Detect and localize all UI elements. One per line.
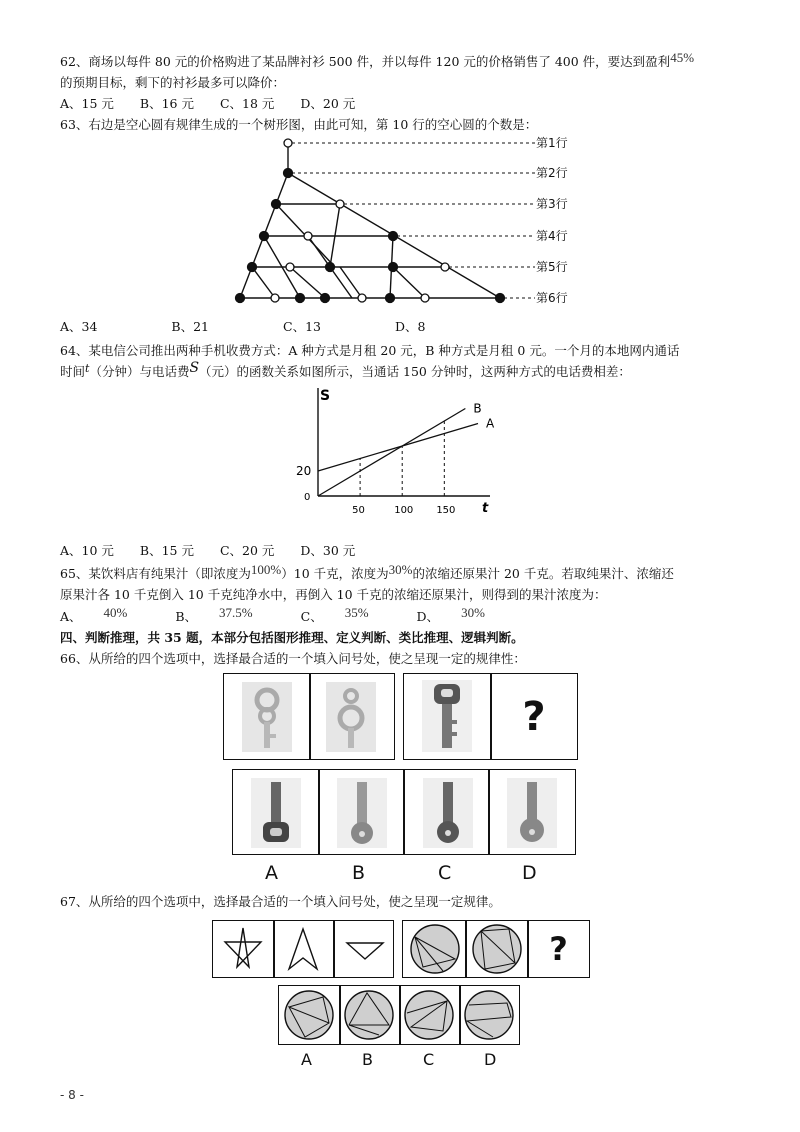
q62-option-d[interactable]: D、20 元: [300, 96, 356, 111]
var-s: S: [189, 360, 200, 376]
q66-text: 66、从所给的四个选项中，选择最合适的一个填入问号处，使之呈现一定的规律性：: [60, 651, 526, 666]
x-axis-label: t: [482, 501, 489, 516]
q65-option-d[interactable]: D、 30%: [416, 605, 485, 624]
q66-question-group-2: [403, 673, 578, 760]
q62-option-a[interactable]: A、15 元: [60, 96, 114, 111]
q64-line2: [60, 360, 631, 381]
q65-text1a: 65、某饮料店有纯果汁（即浓度为: [60, 566, 251, 581]
q66-label-c: C: [438, 862, 452, 884]
key-image-2: [326, 682, 376, 752]
q65-pct1: 100%: [250, 562, 282, 577]
q67-label-a: A: [301, 1050, 312, 1069]
q66-label-b: B: [352, 862, 366, 884]
q64-option-c[interactable]: C、20 元: [219, 543, 275, 558]
section-heading: 四、判断推理，共 35 题，本部分包括图形推理、定义判断、类比推理、逻辑判断。: [60, 630, 524, 645]
q62-option-b[interactable]: B、16 元: [139, 96, 194, 111]
q64-options: [60, 543, 377, 559]
row-label-2: 第2行: [536, 166, 568, 180]
billing-chart: [290, 384, 510, 524]
q64-option-d[interactable]: D、30 元: [300, 543, 356, 558]
row-label-3: 第3行: [536, 197, 568, 211]
series-label-a: A: [486, 416, 495, 431]
q67-question-mark: ?: [549, 930, 568, 968]
q65-text1c: 的浓缩还原果汁 20 千克。若取纯果汁、浓缩还: [412, 566, 674, 581]
q62-text2: 的预期目标，剩下的衬衫最多可以降价：: [60, 75, 286, 90]
q64-text2a: 时间: [60, 364, 86, 379]
q63-options: [60, 319, 447, 335]
q66-question-mark: ?: [522, 693, 546, 740]
triangle-icon: [339, 925, 387, 973]
y-axis-label: S: [320, 388, 331, 404]
key-option-a[interactable]: [251, 778, 301, 848]
q64-text1: 64、某电信公司推出两种手机收费方式：A 种方式是月租 20 元，B 种方式是月租 0 元。一个月的本地网内通话: [60, 343, 680, 358]
q67-label-d: D: [484, 1050, 497, 1069]
circle-figure-2: [471, 923, 523, 975]
row-label-4: 第4行: [536, 229, 568, 243]
q62-options: [60, 96, 377, 112]
q62-option-c[interactable]: C、18 元: [219, 96, 275, 111]
var-t: t: [85, 362, 90, 375]
series-label-b: B: [473, 401, 482, 416]
circle-option-b[interactable]: [343, 989, 395, 1041]
row-label-5: 第5行: [536, 260, 568, 274]
key-image-3: [422, 680, 472, 752]
key-option-d[interactable]: [507, 778, 557, 848]
q62-text1: 62、商场以每件 80 元的价格购进了某品牌衬衫 500 件，并以每件 120 元的价格销售了 400 件，要达到盈利: [60, 54, 671, 69]
y-tick-label-20: 20: [296, 464, 312, 478]
row-label-1: 第1行: [536, 136, 568, 150]
q66-label-a: A: [265, 862, 278, 884]
q66-options-strip: [232, 769, 576, 855]
q67-options-strip: [278, 985, 520, 1045]
key-option-b[interactable]: [337, 778, 387, 848]
circle-option-d[interactable]: [463, 989, 515, 1041]
x-tick-label-150: 150: [436, 505, 456, 516]
q67-label-b: B: [362, 1050, 373, 1069]
q67-text: 67、从所给的四个选项中，选择最合适的一个填入问号处，使之呈现一定规律。: [60, 894, 501, 909]
arrow-icon: [279, 925, 327, 973]
series-line-a: [318, 424, 478, 472]
x-tick-label-0: 0: [304, 492, 311, 503]
q64-option-a[interactable]: A、10 元: [60, 543, 114, 558]
q64-text2b: （分钟）与电话费: [89, 364, 190, 379]
q65-option-b[interactable]: B、 37.5%: [175, 605, 253, 624]
series-line-b: [318, 409, 465, 497]
q65-option-a[interactable]: A、 40%: [60, 605, 128, 624]
x-tick-label-100: 100: [394, 505, 414, 516]
q63-option-a[interactable]: A、34: [60, 319, 98, 334]
q67-question-group-2: [402, 920, 590, 978]
star-icon: [219, 925, 267, 973]
q65-options: [60, 605, 529, 625]
q65-line1: [60, 562, 674, 582]
q62-percent: 45%: [670, 50, 695, 65]
tree-diagram: [230, 135, 590, 310]
q65-option-c[interactable]: C、 35%: [300, 605, 369, 624]
page-number: - 8 -: [60, 1088, 84, 1102]
q65-text2: 原果汁各 10 千克倒入 10 千克纯净水中，再倒入 10 千克的浓缩还原果汁，则得到的果汁浓度为：: [60, 587, 607, 602]
q65-pct2: 30%: [388, 562, 413, 577]
q66-label-d: D: [522, 862, 537, 884]
q67-question-group-1: [212, 920, 394, 978]
row-label-6: 第6行: [536, 291, 568, 305]
key-option-c[interactable]: [423, 778, 473, 848]
q66-question-group-1: [223, 673, 395, 760]
q67-label-c: C: [423, 1050, 435, 1069]
circle-figure-1: [409, 923, 461, 975]
x-tick-label-50: 50: [352, 505, 365, 516]
q64-text2c: （元）的函数关系如图所示，当通话 150 分钟时，这两种方式的电话费相差：: [199, 364, 631, 379]
circle-option-c[interactable]: [403, 989, 455, 1041]
q64-option-b[interactable]: B、15 元: [139, 543, 194, 558]
circle-option-a[interactable]: [283, 989, 335, 1041]
q63-option-c[interactable]: C、13: [283, 319, 321, 334]
q65-text1b: ）10 千克，浓度为: [281, 566, 389, 581]
q63-text: 63、右边是空心圆有规律生成的一个树形图，由此可知，第 10 行的空心圆的个数是：: [60, 117, 538, 132]
q63-option-d[interactable]: D、8: [394, 319, 426, 334]
key-image-1: [242, 682, 292, 752]
q62-line1: [60, 50, 695, 70]
q63-option-b[interactable]: B、21: [171, 319, 210, 334]
